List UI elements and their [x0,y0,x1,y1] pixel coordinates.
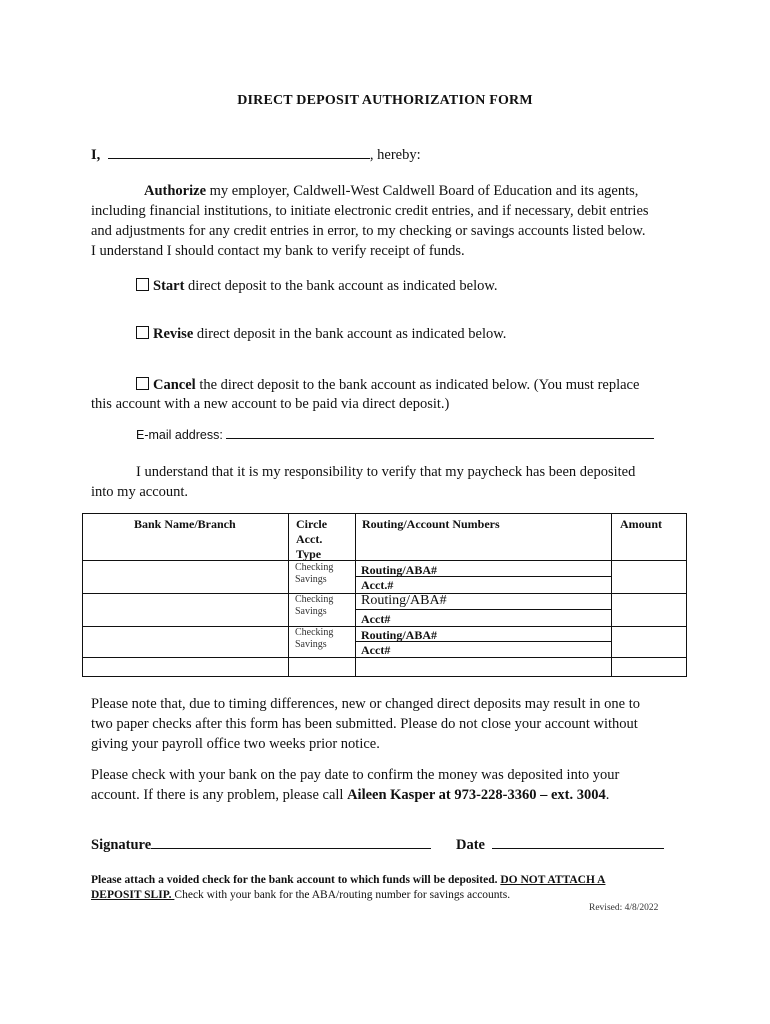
option-cancel[interactable] [91,376,701,414]
check-line2-suffix: . [605,787,610,803]
check-line2 [91,785,701,805]
header-circle-2: Acct. [296,532,323,546]
responsibility-paragraph [91,462,691,502]
email-field[interactable] [226,438,654,439]
intro-suffix: , hereby: [369,147,421,163]
start-checkbox[interactable] [136,278,149,291]
routing-label-row2: Routing/ABA# [361,593,447,608]
savings-option[interactable]: Savings [295,639,327,650]
email-row [136,428,654,442]
acct-type-row3[interactable] [295,627,333,651]
revised-date: Revised: 4/8/2022 [589,903,659,913]
header-circle-type [296,517,327,562]
authorize-line1: my employer, Caldwell-West Caldwell Board of Education and its agents, [206,183,639,199]
footer-warning: DO NOT ATTACH A [500,874,606,886]
cancel-checkbox[interactable] [136,377,149,390]
footer-warning-2: DEPOSIT SLIP. [91,889,175,901]
table-divider [611,514,612,676]
header-circle-1: Circle [296,517,328,531]
timing-note [91,694,691,754]
authorize-bold: Authorize [144,183,207,199]
savings-option[interactable]: Savings [295,606,327,617]
acct-type-row2[interactable] [295,594,333,618]
bank-table [82,513,687,677]
header-routing: Routing/Account Numbers [362,517,500,531]
acct-label-row1: Acct.# [361,578,394,592]
signature-field[interactable] [151,848,431,849]
responsibility-line2: into my account. [91,484,189,500]
date-label: Date [456,837,485,853]
footer-note [91,873,691,903]
timing-line1: Please note that, due to timing differences, new or changed direct deposits may result in one to [91,696,640,712]
footer-line2: Check with your bank for the ABA/routing number for savings accounts. [174,889,511,901]
start-bold: Start [153,278,185,294]
signature-label: Signature [91,837,152,853]
cancel-bold: Cancel [153,377,196,393]
table-divider [355,514,356,676]
contact-info: Aileen Kasper at 973-228-3360 – ext. 3004 [347,787,606,803]
authorize-line4: I understand I should contact my bank to verify receipt of funds. [91,243,465,259]
routing-label-row1: Routing/ABA# [361,563,438,577]
check-line1: Please check with your bank on the pay date to confirm the money was deposited into your [91,767,620,783]
acct-type-row1[interactable] [295,562,333,586]
signature-row [91,837,431,854]
timing-line2: two paper checks after this form has been submitted. Please do not close your account without [91,716,638,732]
authorize-line2: including financial institutions, to initiate electronic credit entries, and if necessary, debit entries [91,203,649,219]
date-field[interactable] [492,848,664,849]
table-row-divider [83,626,686,627]
header-amount: Amount [620,517,663,531]
date-row [456,837,664,854]
form-title: DIRECT DEPOSIT AUTHORIZATION FORM [237,93,533,108]
start-text: direct deposit to the bank account as indicated below. [184,278,498,294]
footer-line1: Please attach a voided check for the bank account to which funds will be deposited. [91,874,501,886]
table-row-divider [83,560,686,561]
table-divider [288,514,289,676]
revise-bold: Revise [153,326,194,342]
checking-option[interactable]: Checking [295,627,334,638]
acct-label-row2: Acct# [361,612,391,626]
header-bank: Bank Name/Branch [134,517,236,531]
header-circle-3: Type [296,547,322,561]
acct-label-row3: Acct# [361,643,391,657]
cancel-text: the direct deposit to the bank account as indicated below. (You must replace [195,377,640,393]
table-inner-divider [355,609,611,610]
cancel-text2: this account with a new account to be paid via direct deposit.) [91,396,450,412]
checking-option[interactable]: Checking [295,594,334,605]
timing-line3: giving your payroll office two weeks prior notice. [91,736,380,752]
option-revise[interactable] [136,325,506,344]
intro-line [91,147,421,164]
authorize-line3: and adjustments for any credit entries in error, to my checking or savings accounts listed below. [91,223,646,239]
revise-text: direct deposit in the bank account as indicated below. [193,326,507,342]
responsibility-line1: I understand that it is my responsibility to verify that my paycheck has been deposited [136,464,636,480]
email-label: E-mail address: [136,428,223,442]
check-line2-prefix: account. If there is any problem, please call [91,787,348,803]
savings-option[interactable]: Savings [295,574,327,585]
authorize-paragraph [91,181,691,261]
name-blank[interactable] [108,158,370,159]
table-row-divider [83,657,686,658]
revise-checkbox[interactable] [136,326,149,339]
routing-label-row3: Routing/ABA# [361,628,438,642]
option-start[interactable] [136,277,498,296]
checking-option[interactable]: Checking [295,562,334,573]
check-note [91,765,701,805]
intro-prefix: I, [91,147,101,163]
